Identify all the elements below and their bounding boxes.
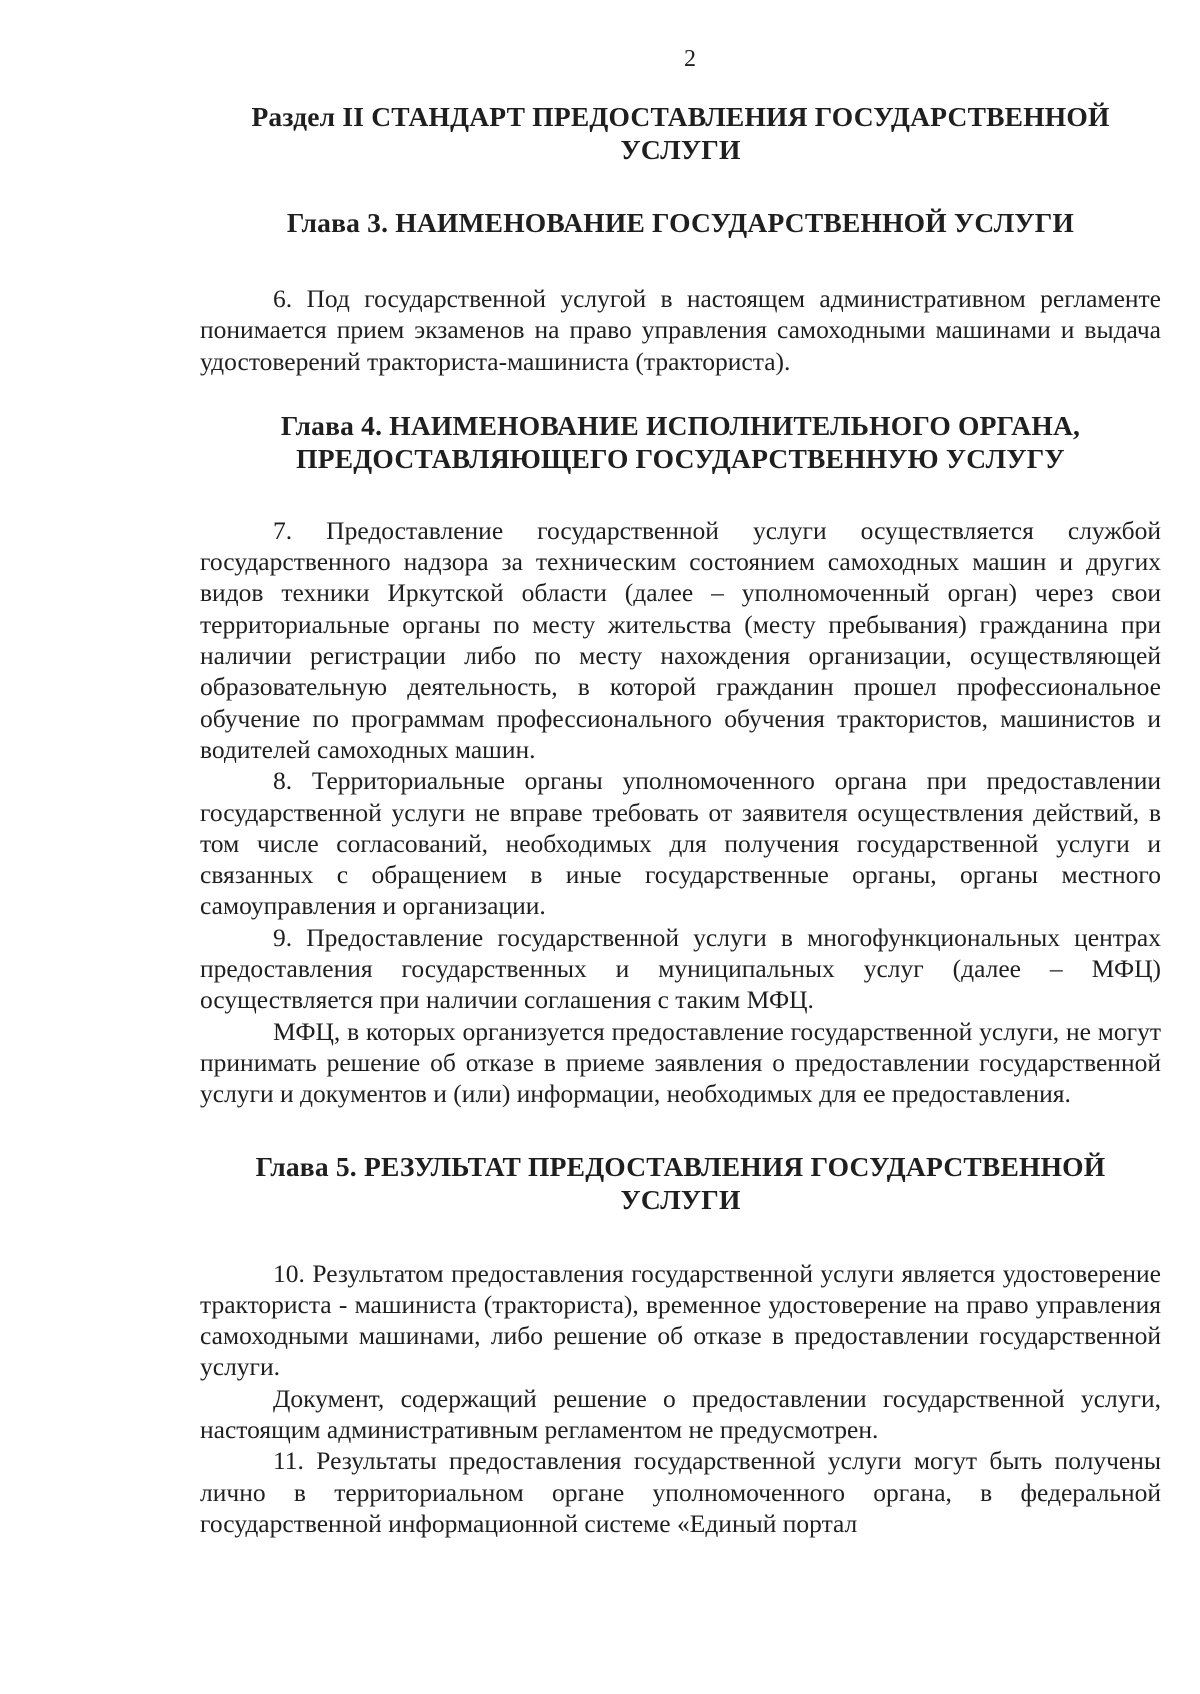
- paragraph-6: 6. Под государственной услугой в настоящем административном регламенте понимается прием экзаменов на право управления самоходными машинами и выдача удостоверений тракториста-машиниста (тракториста).: [200, 284, 1161, 376]
- chapter-5-heading: [200, 1150, 1161, 1216]
- chapter-3-heading: Глава 3. НАИМЕНОВАНИЕ ГОСУДАРСТВЕННОЙ УСЛУГИ: [286, 207, 1075, 238]
- paragraph-10: 10. Результатом предоставления государственной услуги является удостоверение тракториста - машиниста (тракториста), временное удостоверение на право управления самоходными машинами, либо решение об отказе в предоставлении государственной услуги.: [200, 1258, 1161, 1382]
- paragraph-9-continued: МФЦ, в которых организуется предоставление государственной услуги, не могут принимать решение об отказе в приеме заявления о предоставлении государственной услуги и документов и (или) информации, необходимых для ее предоставления.: [200, 1016, 1161, 1109]
- section-heading-line-1: Раздел II СТАНДАРТ ПРЕДОСТАВЛЕНИЯ ГОСУДАРСТВЕННОЙ: [251, 101, 1110, 132]
- chapter-4-heading: [200, 409, 1161, 475]
- chapter-4-heading-line-2: ПРЕДОСТАВЛЯЮЩЕГО ГОСУДАРСТВЕННУЮ УСЛУГУ: [296, 442, 1065, 474]
- paragraph-8: 8. Территориальные органы уполномоченного органа при предоставлении государственной услуги не вправе требовать от заявителя осуществления действий, в том числе согласований, необходимых для получения государственной услуги и связанных с обращением в иные государственные органы, органы местного самоуправления и организации.: [200, 766, 1161, 921]
- document-body: [200, 100, 1161, 1539]
- chapter-5-heading-line-1: Глава 5. РЕЗУЛЬТАТ ПРЕДОСТАВЛЕНИЯ ГОСУДАРСТВЕННОЙ: [255, 1150, 1106, 1182]
- paragraph-10-continued: Документ, содержащий решение о предоставлении государственной услуги, настоящим административным регламентом не предусмотрен.: [200, 1383, 1161, 1445]
- section-heading: [200, 100, 1161, 166]
- chapter-4-heading-line-1: Глава 4. НАИМЕНОВАНИЕ ИСПОЛНИТЕЛЬНОГО ОРГАНА,: [280, 409, 1081, 441]
- paragraph-7: 7. Предоставление государственной услуги осуществляется службой государственного надзора за техническим состоянием самоходных машин и других видов техники Иркутской области (далее – уполномоченный орган) через свои территориальные органы по месту жительства (месту пребывания) гражданина при наличии регистрации либо по месту нахождения организации, осуществляющей образовательную деятельность, в которой гражданин прошел профессиональное обучение по программам профессионального обучения трактористов, машинистов и водителей самоходных машин.: [200, 515, 1161, 764]
- page-number: 2: [684, 46, 696, 72]
- paragraph-9: 9. Предоставление государственной услуги в многофункциональных центрах предоставления государственных и муниципальных услуг (далее – МФЦ) осуществляется при наличии соглашения с таким МФЦ.: [200, 922, 1161, 1015]
- chapter-5-heading-line-2: УСЛУГИ: [620, 1183, 741, 1215]
- paragraph-11: 11. Результаты предоставления государственной услуги могут быть получены лично в территориальном органе уполномоченного органа, в федеральной государственной информационной системе «Единый портал: [200, 1446, 1161, 1538]
- section-heading-line-2: УСЛУГИ: [620, 134, 741, 165]
